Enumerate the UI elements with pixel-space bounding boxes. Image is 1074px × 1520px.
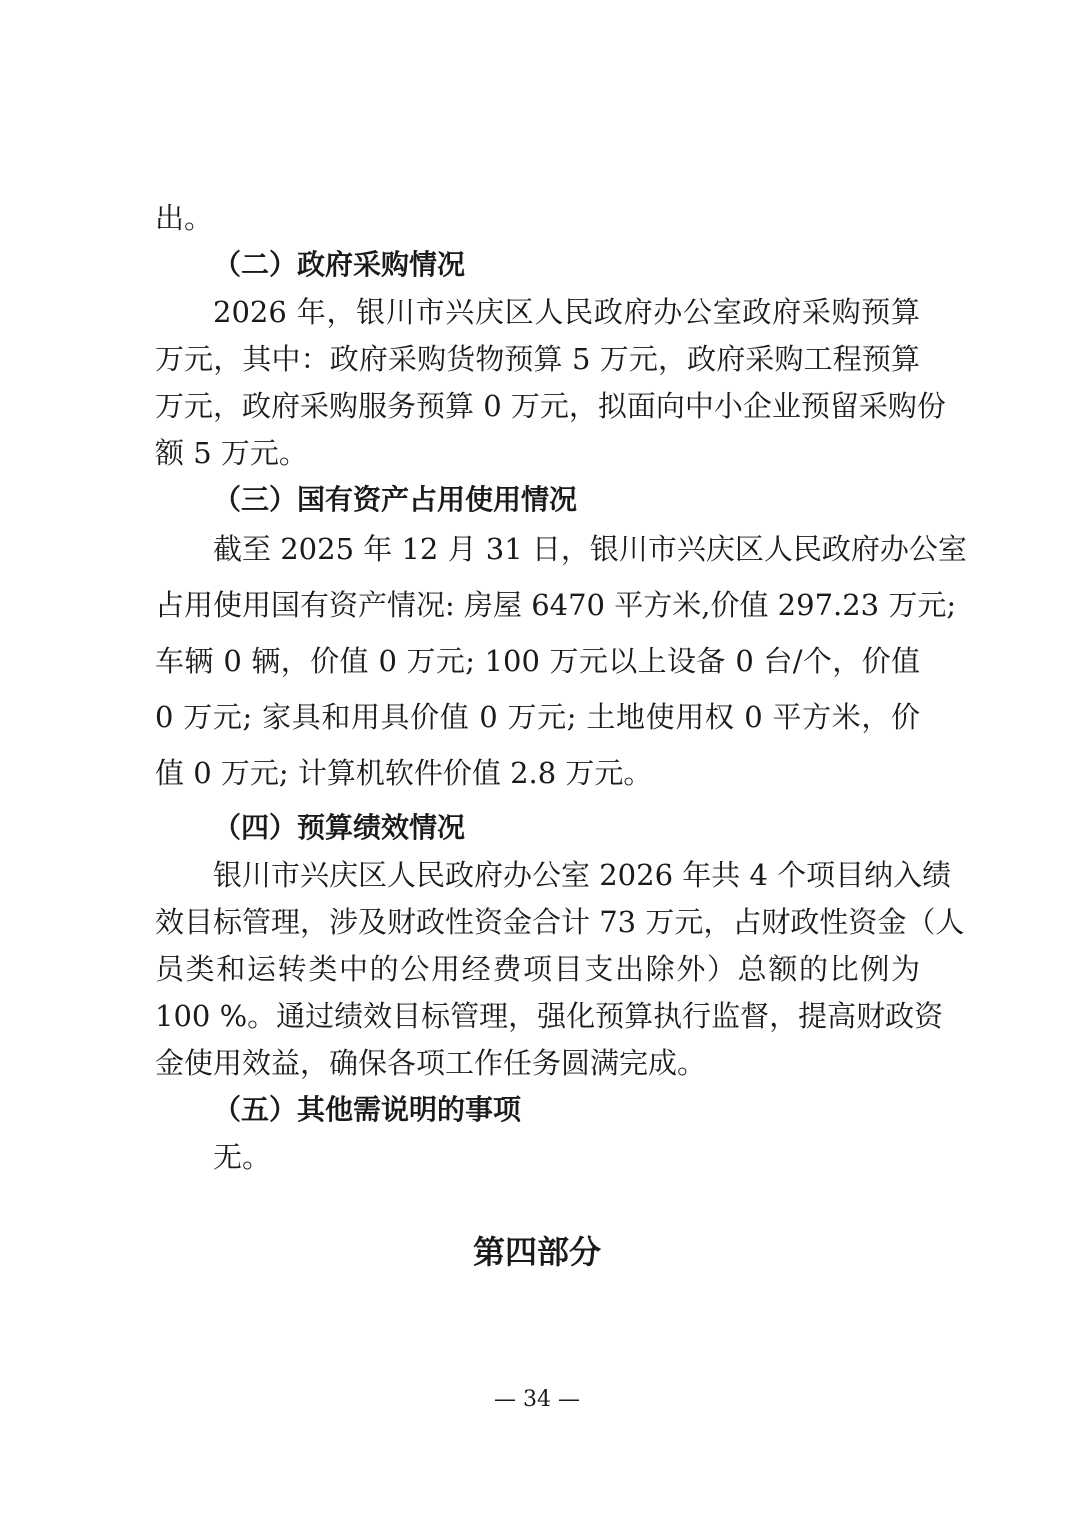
paragraph-line: 员类和运转类中的公用经费项目支出除外）总额的比例为 [155,952,920,986]
paragraph-line: 无。 [213,1140,272,1174]
paragraph-line: 万元，其中：政府采购货物预算 5 万元，政府采购工程预算 [155,342,920,376]
page-number: — 34 — [494,1387,580,1412]
paragraph-line: 值 0 万元; 计算机软件价值 2.8 万元。 [155,756,653,790]
paragraph-line: 占用使用国有资产情况: 房屋 6470 平方米,价值 297.23 万元; [155,588,957,622]
paragraph-line: 万元，政府采购服务预算 0 万元，拟面向中小企业预留采购份 [155,389,946,423]
section-heading-other-matters: （五）其他需说明的事项 [213,1093,522,1126]
paragraph-line: 0 万元; 家具和用具价值 0 万元; 土地使用权 0 平方米，价 [155,700,920,734]
part-title: 第四部分 [472,1233,601,1271]
paragraph-line: 效目标管理，涉及财政性资金合计 73 万元，占财政性资金（人 [155,905,965,939]
paragraph-line: 截至 2025 年 12 月 31 日，银川市兴庆区人民政府办公室 [213,532,967,566]
section-heading-state-assets: （三）国有资产占用使用情况 [213,483,578,516]
paragraph-line: 2026 年，银川市兴庆区人民政府办公室政府采购预算 [213,295,920,329]
paragraph-line: 额 5 万元。 [155,436,308,470]
paragraph-line: 金使用效益，确保各项工作任务圆满完成。 [155,1046,707,1080]
section-heading-performance: （四）预算绩效情况 [213,811,466,844]
paragraph-line: 100 %。通过绩效目标管理，强化预算执行监督，提高财政资 [155,999,944,1033]
section-heading-procurement: （二）政府采购情况 [213,248,466,281]
paragraph-line: 银川市兴庆区人民政府办公室 2026 年共 4 个项目纳入绩 [213,858,952,892]
paragraph-line: 出。 [155,201,214,235]
paragraph-line: 车辆 0 辆，价值 0 万元; 100 万元以上设备 0 台/个，价值 [155,644,920,678]
